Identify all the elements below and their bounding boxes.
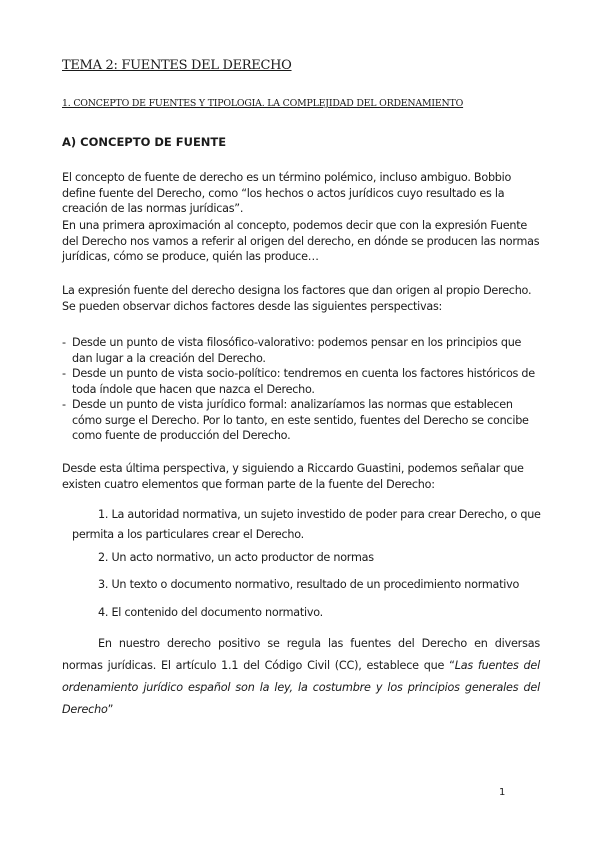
topic-title: TEMA 2: FUENTES DEL DERECHO [62,58,292,73]
paragraph-codigo-civil: En nuestro derecho positivo se regula las fuentes del Derecho en diversas normas jurídicas. El artículo 1.1 del Código Civil (CC), establece que “Las fuentes del ordenamiento jurídico español son la ley, la costumbre y los principios generales del Derecho” [62,637,541,716]
section-heading: 1. CONCEPTO DE FUENTES Y TIPOLOGIA. LA COMPLEJIDAD DEL ORDENAMIENTO [62,98,464,109]
perspectives-list [62,335,544,444]
list-item: - Desde un punto de vista jurídico formal: analizaríamos las normas que establecen cómo surge el Derecho. Por lo tanto, en este sentido, fuentes del Derecho se concibe como fuente de producción del Derecho. [62,398,529,442]
element-item-2: 2. Un acto normativo, un acto productor de normas [98,551,374,564]
civil-code-quote: Las fuentes del ordenamiento jurídico español son la ley, la costumbre y los principios generales del Derecho [62,659,541,716]
subsection-title: A) CONCEPTO DE FUENTE [62,135,227,149]
list-item: - Desde un punto de vista socio-político: tendremos en cuenta los factores históricos de toda índole que hacen que nazca el Derecho. [62,367,535,396]
element-item-3: 3. Un texto o documento normativo, resultado de un procedimiento normativo [98,578,520,591]
dash-marker: - [62,336,66,349]
paragraph-definition: El concepto de fuente de derecho es un término polémico, incluso ambiguo. Bobbio define fuente del Derecho, como “los hechos o actos jurídicos cuyo resultado es la creación de las normas jurídicas”. [62,171,512,215]
paragraph-perspectives-intro: La expresión fuente del derecho designa los factores que dan origen al propio Derecho. Se pueden observar dichos factores desde las siguientes perspectivas: [62,284,532,313]
dash-marker: - [62,367,66,380]
list-item: - Desde un punto de vista filosófico-valorativo: podemos pensar en los principios que dan lugar a la creación del Derecho. [62,336,522,365]
page-number: 1 [499,787,506,798]
element-item-4: 4. El contenido del documento normativo. [98,606,323,619]
paragraph-approximation: En una primera aproximación al concepto, podemos decir que con la expresión Fuente del Derecho nos vamos a referir al origen del derecho, en dónde se producen las normas jurídicas, cómo se produce, quién las produce… [62,219,540,263]
dash-marker: - [62,398,66,411]
element-item-1: 1. La autoridad normativa, un sujeto investido de poder para crear Derecho, o que permita a los particulares crear el Derecho. [72,508,541,541]
paragraph-guastini: Desde esta última perspectiva, y siguiendo a Riccardo Guastini, podemos señalar que existen cuatro elementos que forman parte de la fuente del Derecho: [62,462,524,491]
